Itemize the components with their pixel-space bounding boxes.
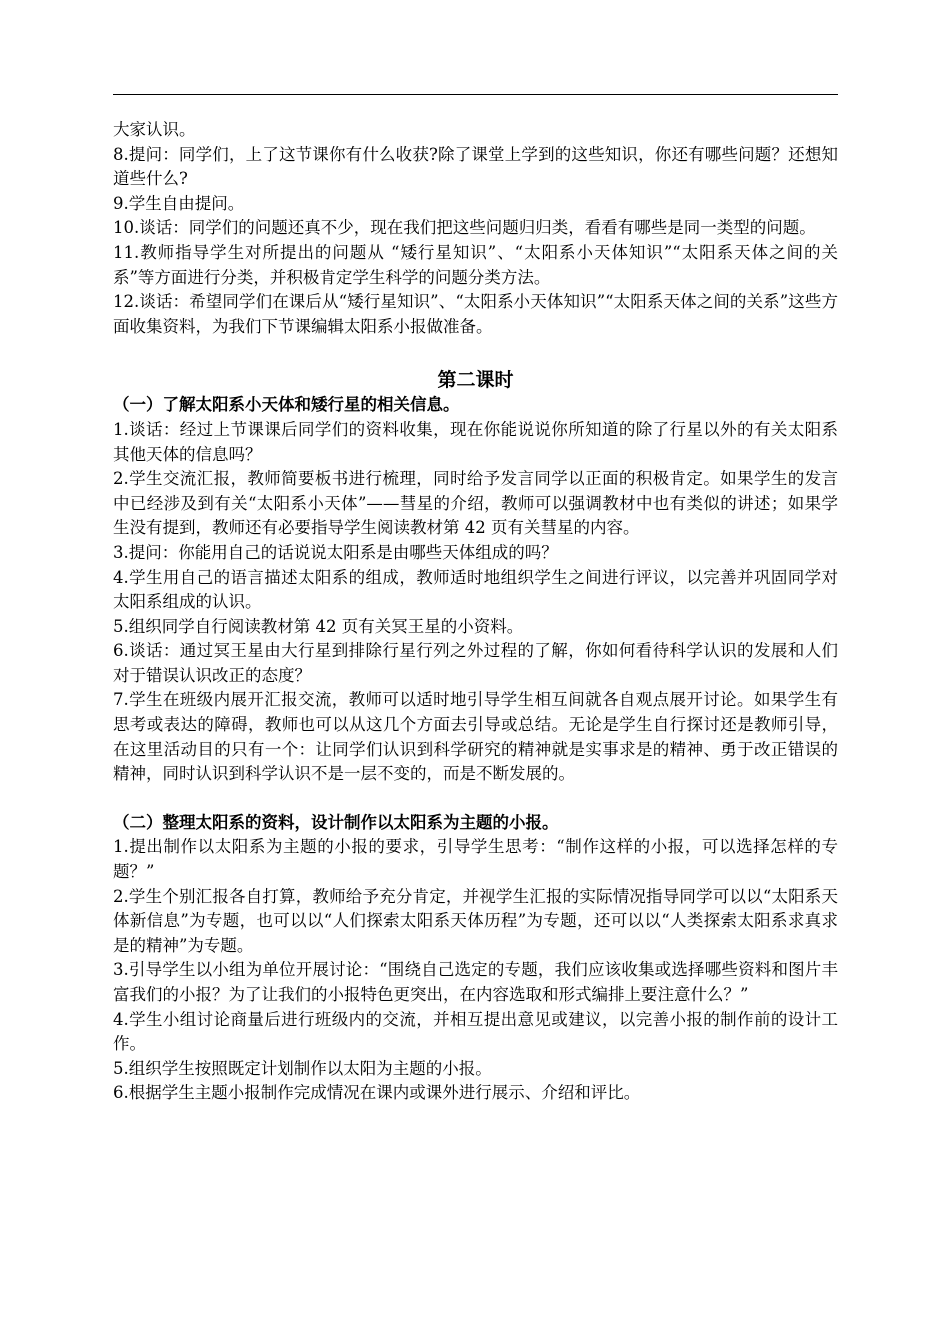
paragraph: 1.谈话：经过上节课课后同学们的资料收集，现在你能说说你所知道的除了行星以外的有关太阳系其他天体的信息吗？ <box>113 419 838 464</box>
paragraph: 5.组织学生按照既定计划制作以太阳为主题的小报。 <box>113 1058 492 1078</box>
section-heading: （二）整理太阳系的资料，设计制作以太阳系为主题的小报。 <box>113 812 559 832</box>
paragraph: 3.提问：你能用自己的话说说太阳系是由哪些天体组成的吗？ <box>113 542 558 562</box>
paragraph: 5.组织同学自行阅读教材第 42 页有关冥王星的小资料。 <box>113 616 524 636</box>
section-heading: （一）了解太阳系小天体和矮行星的相关信息。 <box>113 395 460 415</box>
paragraph: 1.提出制作以太阳系为主题的小报的要求，引导学生思考：“制作这样的小报，可以选择怎样的专题？” <box>113 837 838 882</box>
paragraph: 6.谈话：通过冥王星由大行星到排除行星行列之外过程的了解，你如何看待科学认识的发展和人们对于错误认识改正的态度？ <box>113 641 838 685</box>
paragraph: 12.谈话：希望同学们在课后从“矮行星知识”、“太阳系小天体知识”“太阳系天体之间的关系”这些方面收集资料，为我们下节课编辑太阳系小报做准备。 <box>113 292 838 336</box>
paragraph: 大家认识。 <box>113 120 196 139</box>
paragraph: 9.学生自由提问。 <box>113 193 245 213</box>
paragraph: 3.引导学生以小组为单位开展讨论：“围绕自己选定的专题，我们应该收集或选择哪些资料和图片丰富我们的小报？为了让我们的小报特色更突出，在内容选取和形式编排上要注意什么？” <box>113 960 838 1004</box>
paragraph: 10.谈话：同学们的问题还真不少，现在我们把这些问题归归类，看看有哪些是同一类型的问题。 <box>113 218 816 238</box>
paragraph: 4.学生用自己的语言描述太阳系的组成，教师适时地组织学生之间进行评议，以完善并巩固同学对太阳系组成的认识。 <box>113 567 838 612</box>
paragraph: 11.教师指导学生对所提出的问题从 “矮行星知识”、“太阳系小天体知识”“太阳系天体之间的关系”等方面进行分类，并积极肯定学生科学的问题分类方法。 <box>113 242 838 287</box>
paragraph: 4.学生小组讨论商量后进行班级内的交流，并相互提出意见或建议，以完善小报的制作前的设计工作。 <box>113 1009 838 1054</box>
blank-line <box>113 787 838 811</box>
document-body <box>113 118 838 1106</box>
paragraph: 2.学生个别汇报各自打算，教师给予充分肯定，并视学生汇报的实际情况指导同学可以以“太阳系天体新信息”为专题，也可以以“人们探索太阳系天体历程”为专题，还可以以“人类探索太阳系求真求是的精神”为专题。 <box>113 886 838 955</box>
paragraph: 8.提问：同学们，上了这节课你有什么收获?除了课堂上学到的这些知识，你还有哪些问题？还想知道些什么? <box>113 144 838 189</box>
paragraph: 2.学生交流汇报，教师简要板书进行梳理，同时给予发言同学以正面的积极肯定。如果学生的发言中已经涉及到有关“太阳系小天体”——彗星的介绍，教师可以强调教材中也有类似的讲述；如果学生没有提到，教师还有必要指导学生阅读教材第 42 页有关彗星的内容。 <box>113 469 838 538</box>
header-rule <box>113 94 838 95</box>
paragraph: 7.学生在班级内展开汇报交流，教师可以适时地引导学生相互间就各自观点展开讨论。如果学生有思考或表达的障碍，教师也可以从这几个方面去引导或总结。无论是学生自行探讨还是教师引导，在这里活动目的只有一个：让同学们认识到科学研究的精神就是实事求是的精神、勇于改正错误的精神，同时认识到科学认识不是一层不变的，而是不断发展的。 <box>113 690 838 784</box>
lesson-title: 第二课时 <box>437 369 514 392</box>
paragraph: 6.根据学生主题小报制作完成情况在课内或课外进行展示、介绍和评比。 <box>113 1083 641 1103</box>
